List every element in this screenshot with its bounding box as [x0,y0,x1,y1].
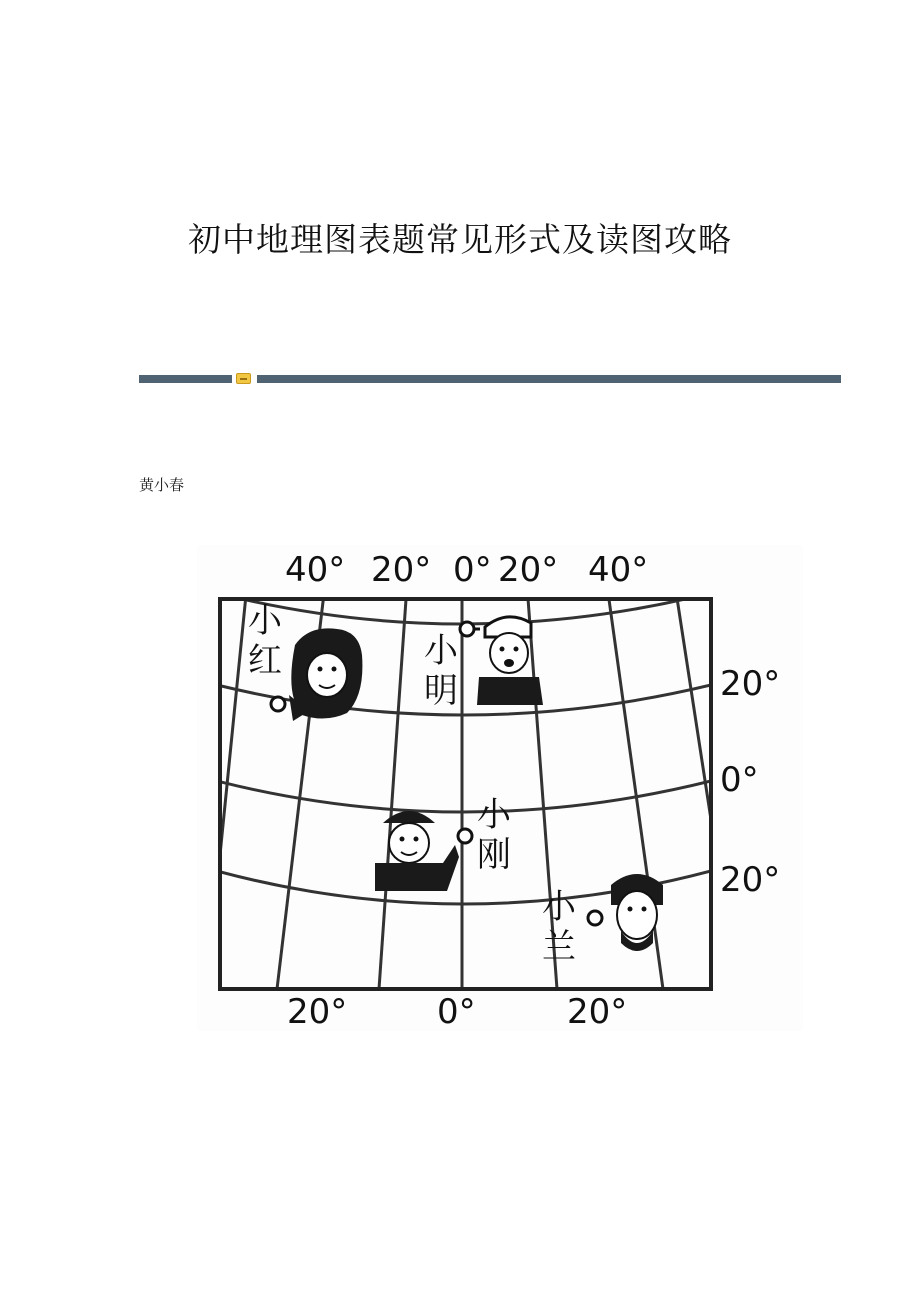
top-longitude-label: 0° [453,550,492,590]
author-name: 黄小春 [139,476,185,494]
divider-right [257,375,841,383]
xiaolan-location-point [588,911,602,925]
xiaohong-location-point [271,697,285,711]
latitude-longitude-grid-figure [197,545,803,1031]
document-title: 初中地理图表题常见形式及读图攻略 [188,220,732,259]
top-longitude-label: 40° [285,550,346,590]
bottom-longitude-label: 0° [437,992,476,1032]
xiaogang-label: 小 刚 [477,795,511,875]
divider-left [139,375,232,383]
bottom-longitude-label: 20° [567,992,628,1032]
right-latitude-label: 20° [720,860,781,900]
xiaolan-label: 小 兰 [542,887,576,967]
right-latitude-label: 20° [720,664,781,704]
xiaogang-location-point [458,829,472,843]
top-longitude-label: 40° [588,550,649,590]
xiaohong-label: 小 红 [248,601,282,681]
xiaoming-label: 小 明 [424,631,458,711]
divider-badge-icon [236,373,251,384]
top-longitude-label: 20° [371,550,432,590]
grid-map-svg [197,545,803,1031]
top-longitude-label: 20° [498,550,559,590]
bottom-longitude-label: 20° [287,992,348,1032]
right-latitude-label: 0° [720,760,759,800]
xiaoming-location-point [460,622,474,636]
